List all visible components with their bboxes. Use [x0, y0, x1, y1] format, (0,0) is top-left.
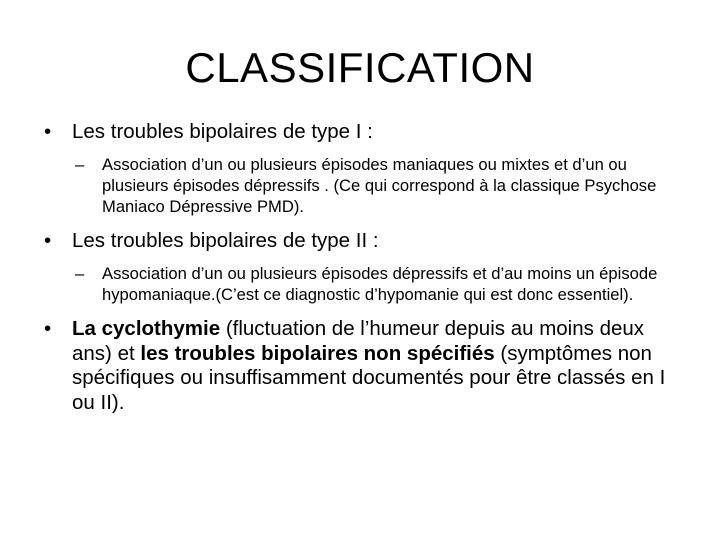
bullet-icon: • — [44, 120, 52, 143]
bullet-type-2 — [44, 229, 684, 253]
cyclothymie-term: La cyclothymie — [72, 317, 221, 340]
bullet-icon: • — [44, 229, 52, 252]
bullet-cyclothymie — [44, 317, 684, 415]
sub-bullet-type-2-text: Association d’un ou plusieurs épisodes dépressifs et d’au moins un épisode hypomaniaque.(C’est ce diagnostic d’hypomanie qui est donc essentiel). — [102, 264, 658, 304]
non-specified-term: les troubles bipolaires non spécifiés — [140, 341, 495, 365]
cyclothymie-text-2: (symptômes non spécifiques ou insuffisamment documentés pour être classés en I ou II). — [72, 341, 666, 414]
bullet-list — [44, 120, 684, 415]
dash-icon: – — [75, 155, 85, 174]
bullet-icon: • — [44, 317, 52, 340]
sub-bullet-type-2 — [75, 263, 684, 305]
bullet-type-1 — [44, 120, 684, 144]
dash-icon: – — [75, 264, 85, 283]
cyclothymie-text-1: (fluctuation de l’humeur depuis au moins deux ans) et — [72, 317, 645, 365]
sub-bullet-type-1 — [75, 154, 684, 217]
slide-title: CLASSIFICATION — [185, 44, 535, 91]
bullet-type-1-heading: Les troubles bipolaires de type I : — [72, 120, 373, 143]
bullet-type-2-heading: Les troubles bipolaires de type II : — [72, 229, 379, 252]
sub-bullet-type-1-text: Association d’un ou plusieurs épisodes maniaques ou mixtes et d’un ou plusieurs épisodes dépressifs . (Ce qui correspond à la classique Psychose Maniaco Dépressive PMD). — [102, 155, 657, 216]
